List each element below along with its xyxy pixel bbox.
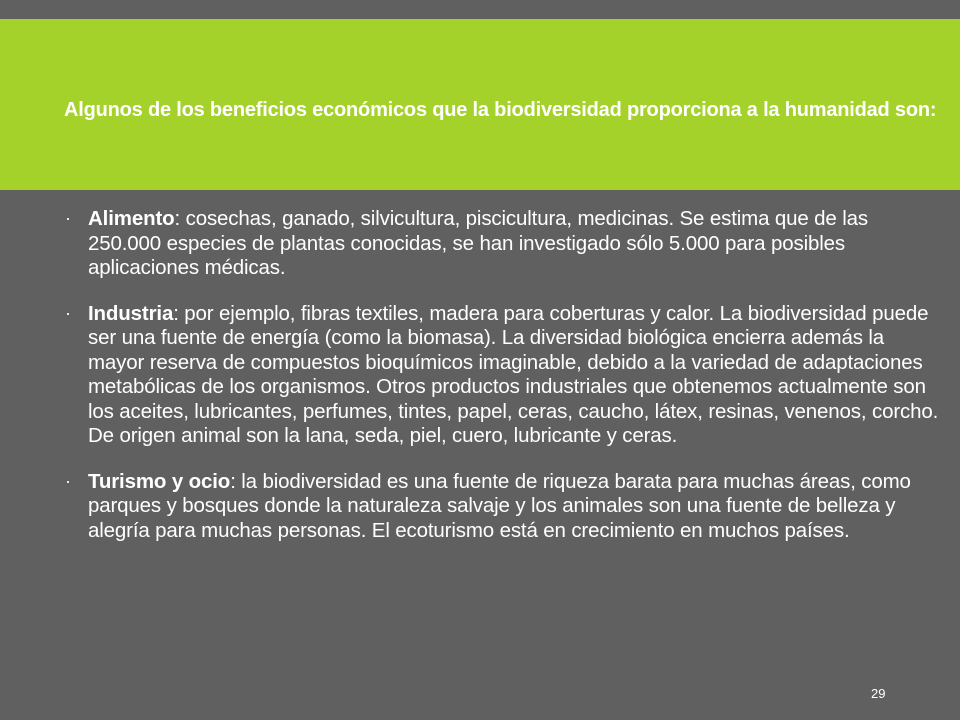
bullet-term: Alimento (88, 207, 175, 230)
bullet-marker: · (65, 470, 71, 491)
bullet-text: : cosechas, ganado, silvicultura, piscicultura, medicinas. Se estima que de las 250.000 especies de plantas conocidas, se han investigado sólo 5.000 para posibles aplicaciones médicas. (88, 207, 868, 279)
bullet-item-alimento (64, 207, 944, 281)
slide-title: Algunos de los beneficios económicos que la biodiversidad proporciona a la humanidad son: (64, 99, 937, 121)
bullet-text: : la biodiversidad es una fuente de riqueza barata para muchas áreas, como parques y bosques donde la naturaleza salvaje y los animales son una fuente de belleza y alegría para muchas personas. El ecoturismo está en crecimiento en muchos países. (88, 469, 911, 542)
bullet-term: Industria (88, 301, 174, 325)
bullet-list (64, 207, 944, 564)
bullet-marker: · (65, 302, 71, 323)
bullet-marker: · (65, 208, 71, 228)
bullet-item-turismo (64, 470, 944, 544)
page-number: 29 (871, 686, 886, 701)
bullet-text: : por ejemplo, fibras textiles, madera para coberturas y calor. La biodiversidad puede ser una fuente de energía (como la biomasa). La diversidad biológica encierra además la mayor reserva de compuestos bioquímicos imaginable, debido a la variedad de adaptaciones metabólicas de los organismos. Otros productos industriales que obtenemos actualmente son los aceites, lubricantes, perfumes, tintes, papel, ceras, caucho, látex, resinas, venenos, corcho. De origen animal son la lana, seda, piel, cuero, lubricante y ceras. (88, 301, 939, 447)
bullet-item-industria (64, 302, 944, 449)
bullet-term: Turismo y ocio (88, 469, 231, 493)
